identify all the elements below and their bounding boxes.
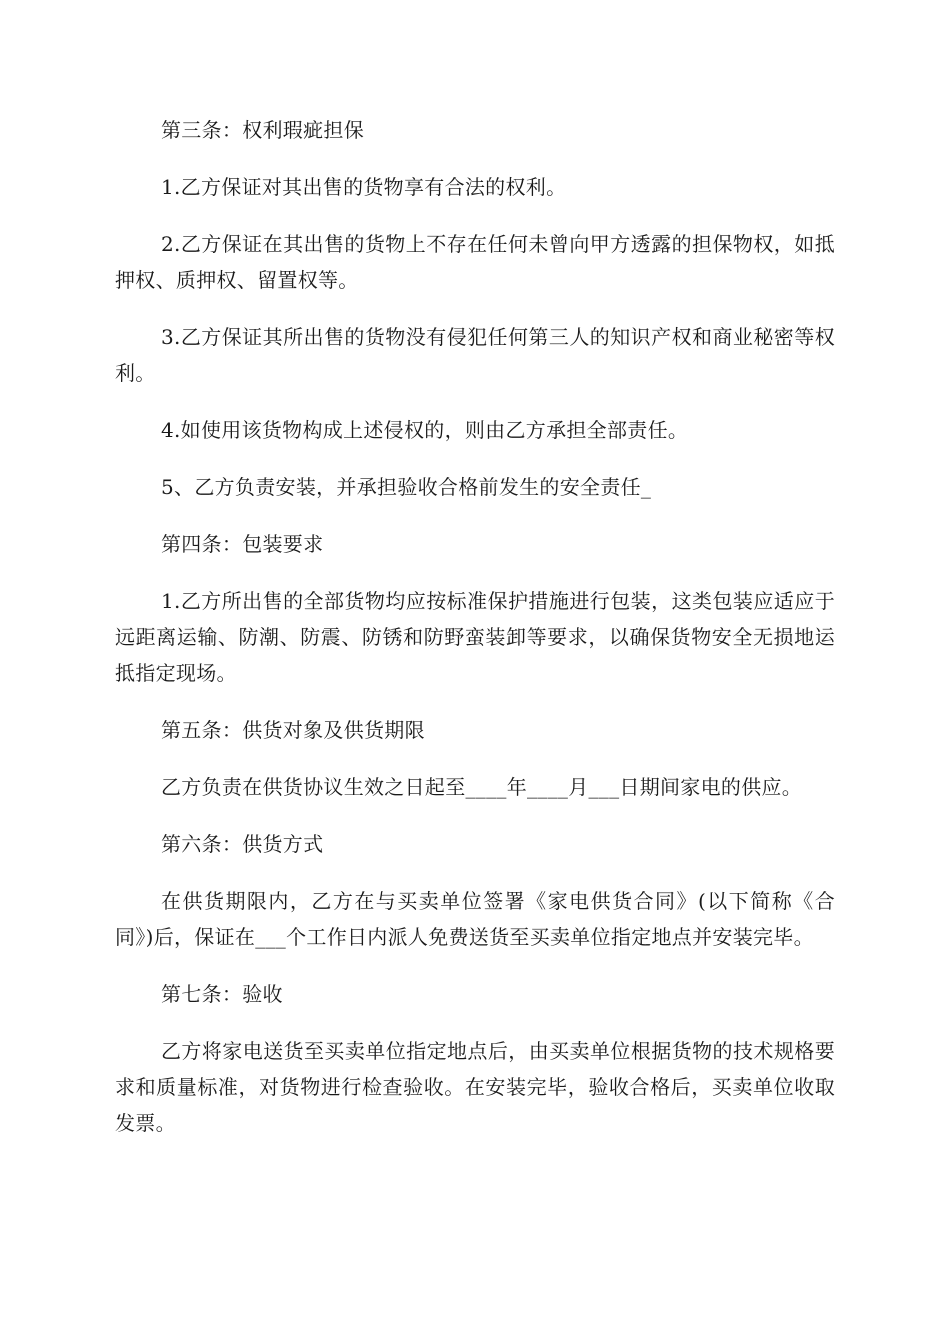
article-5-heading: 第五条：供货对象及供货期限 [161,718,425,742]
article-3-clause-4: 4.如使用该货物构成上述侵权的，则由乙方承担全部责任。 [161,418,689,442]
article-3-clause-2: 2.乙方保证在其出售的货物上不存在任何未曾向甲方透露的担保物权，如抵押权、质押权、留置权等。 [115,232,835,292]
article-7-body: 乙方将家电送货至买卖单位指定地点后，由买卖单位根据货物的技术规格要求和质量标准，对货物进行检查验收。在安装完毕，验收合格后，买卖单位收取发票。 [115,1039,835,1135]
article-7-heading: 第七条：验收 [161,982,283,1006]
article-5-body: 乙方负责在供货协议生效之日起至____年____月___日期间家电的供应。 [161,775,803,799]
article-3-heading: 第三条：权利瑕疵担保 [161,118,364,142]
article-3-clause-5: 5、乙方负责安装，并承担验收合格前发生的安全责任_ [161,475,652,499]
article-6-body: 在供货期限内，乙方在与买卖单位签署《家电供货合同》(以下简称《合同》)后，保证在___个工作日内派人免费送货至买卖单位指定地点并安装完毕。 [115,889,835,949]
document-page [115,112,835,1162]
article-6-heading: 第六条：供货方式 [161,832,324,856]
article-3-clause-3: 3.乙方保证其所出售的货物没有侵犯任何第三人的知识产权和商业秘密等权利。 [115,325,835,385]
article-4-clause-1: 1.乙方所出售的全部货物均应按标准保护措施进行包装，这类包装应适应于远距离运输、防潮、防震、防锈和防野蛮装卸等要求，以确保货物安全无损地运抵指定现场。 [115,589,835,685]
article-3-clause-1: 1.乙方保证对其出售的货物享有合法的权利。 [161,175,567,199]
article-4-heading: 第四条：包装要求 [161,532,324,556]
